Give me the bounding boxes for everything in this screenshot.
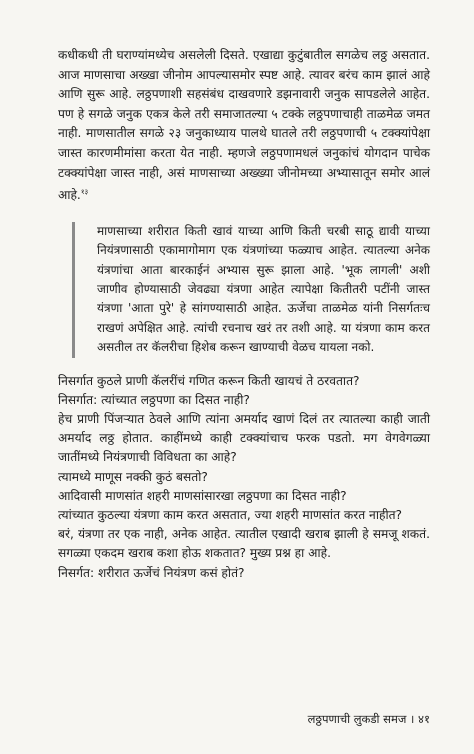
intro-paragraph-text: कधीकधी ती घराण्यांमध्येच असलेली दिसते. एखाद्या कुटुंबातील सगळेच लठ्ठ असतात. आज माणसाचा अख्खा जीनोम आपल्यासमोर स्पष्ट आहे. त्यावर बरंच काम झालं आहे आणि सुरू आहे. लठ्ठपणाशी सहसंबंध दाखवणारे डझनावारी जनुक सापडलेले आहेत. पण हे सगळे जनुक एकत्र केले तरी समाजातल्या ५ टक्के लठ्ठपणाचाही ताळमेळ जमत नाही. माणसातील सगळे २३ जनुकाध्याय पालथे घातले तरी लठ्ठपणाची ५ टक्क्यांपेक्षा जास्त कारणमीमांसा करता येत नाही. म्हणजे लठ्ठपणामधलं जनुकांचं योगदान पाचेक टक्क्यांपेक्षा जास्त नाही, असं माणसाच्या अख्ख्या जीनोमच्या अभ्यासातून समोर आलं आहे. [58, 48, 430, 203]
question-line: निसर्गत: शरीरात ऊर्जेचं नियंत्रण कसं होतं? [58, 565, 245, 580]
footnote-marker: १३ [80, 188, 89, 197]
question-line: त्यांच्यात कुठल्या यंत्रणा काम करत असतात, ज्या शहरी माणसांत करत नाहीत? [58, 508, 403, 523]
question-line: आदिवासी माणसांत शहरी माणसांसारखा लठ्ठपणा का दिसत नाही? [58, 488, 347, 503]
question-line: त्यामध्ये माणूस नक्की कुठं बसतो? [58, 469, 208, 484]
question-line: हेच प्राणी पिंजऱ्यात ठेवले आणि त्यांना अमर्याद खाणं दिलं तर त्यातल्या काही जाती अमर्याद लठ्ठ होतात. काहींमध्ये काही टक्क्यांचाच फरक पडतो. मग वेगवेगळ्या जातींमध्ये नियंत्रणाची विविधता का आहे? [58, 412, 430, 465]
question-line: निसर्गात: त्यांच्यात लठ्ठपणा का दिसत नाही? [58, 392, 250, 407]
boxed-quote-text: माणसाच्या शरीरात किती खावं याच्या आणि किती चरबी साठू द्यावी याच्या नियंत्रणासाठी एकामागोमाग एक यंत्रणांच्या फळ्याच आहेत. त्यातल्या अनेक यंत्रणांचा आता बारकाईनं अभ्यास सुरू झाला आहे. 'भूक लागली' अशी जाणीव होण्यासाठी जेवढ्या यंत्रणा आहेत त्यापेक्षा कितीतरी पटींनी जास्त यंत्रणा 'आता पुरे' हे सांगण्यासाठी आहेत. ऊर्जेचा ताळमेळ यांनी निसर्गतःच राखणं अपेक्षित आहे. त्यांची रचनाच खरं तर तशी आहे. या यंत्रणा काम करत असतील तर कॅलरीचा हिशेब करून खाण्याची वेळच यायला नको. [97, 223, 430, 355]
page-footer: लठ्ठपणाची लुकडी समज । ४१ [307, 712, 430, 726]
boxed-quote [72, 222, 430, 358]
question-line: बरं, यंत्रणा तर एक नाही, अनेक आहेत. त्यातील एखादी खराब झाली हे समजू शकतं. सगळ्या एकदम खराब कशा होऊ शकतात? मुख्य प्रश्न हा आहे. [58, 527, 430, 561]
question-line: निसर्गात कुठले प्राणी कॅलरींचं गणित करून किती खायचं ते ठरवतात? [58, 373, 360, 388]
question-list [58, 372, 430, 583]
intro-paragraph [58, 46, 430, 206]
